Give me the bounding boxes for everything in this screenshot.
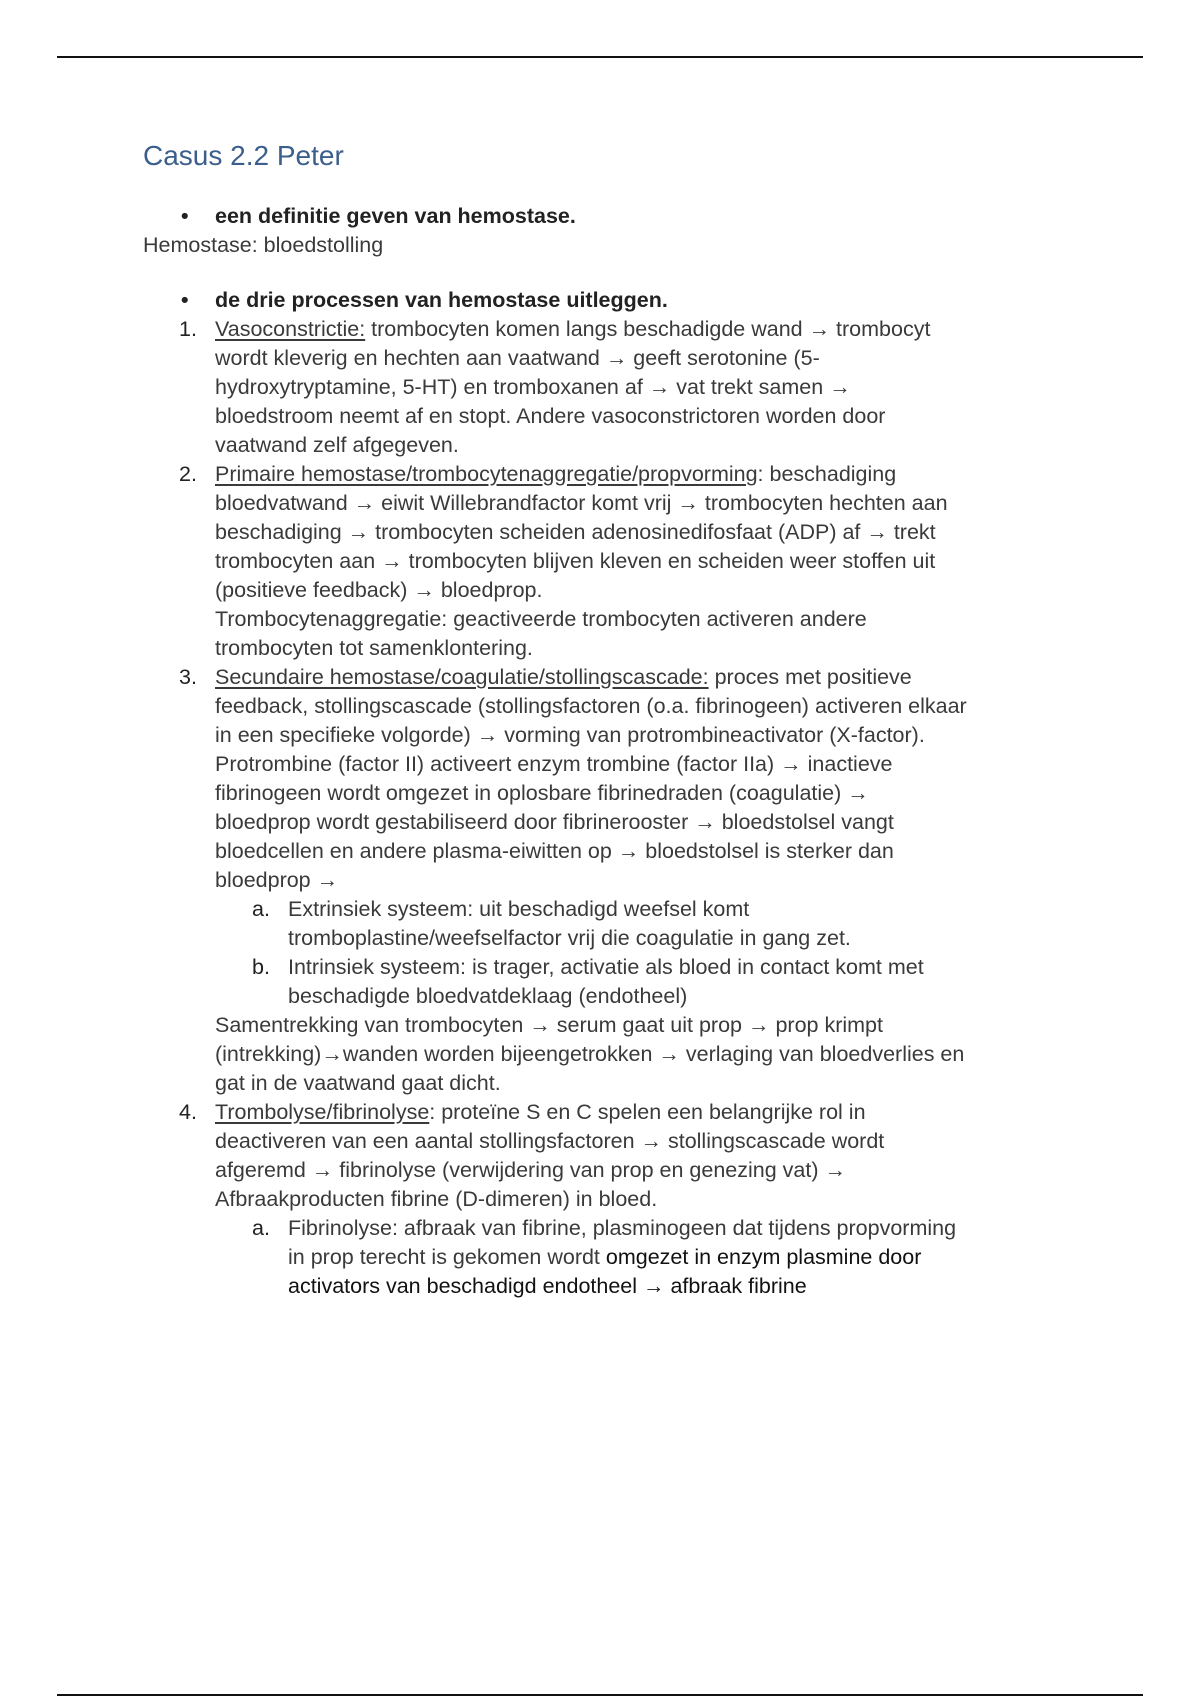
page-title: Casus 2.2 Peter xyxy=(143,140,344,171)
list-item-trombolyse: 4. Trombolyse/fibrinolyse: proteïne S en C spelen een belangrijke rol in deactiveren van een aantal stollingsfactoren → stollingscascade wordt afgeremd → fibrinolyse (verwijdering van prop en genezing vat) → Afbraakproducten fibrine (D-dimeren) in bloed. xyxy=(179,1100,885,1211)
list-number: 2. xyxy=(179,462,197,486)
sub-item-intrinsiek: b. Intrinsiek systeem: is trager, activatie als bloed in contact komt met beschadigde bloedvatdeklaag (endotheel) xyxy=(252,955,924,1008)
question-definition: • een definitie geven van hemostase. xyxy=(143,202,1063,231)
list-item-primaire-hemostase: 2. Primaire hemostase/trombocytenaggregatie/propvorming: beschadiging bloedvatwand → eiwit Willebrandfactor komt vrij → trombocyten hechten aan beschadiging → trombocyten scheiden adenosinedifosfaat (ADP) af → trekt trombocyten aan → trombocyten blijven kleven en scheiden weer stoffen uit (positieve feedback) → bloedprop. Trombocytenaggregatie: geactiveerde trombocyten activeren andere trombocyten tot samenklontering. xyxy=(179,462,948,660)
answer-definition: Hemostase: bloedstolling xyxy=(143,233,384,257)
list-letter: b. xyxy=(252,955,270,979)
footer-rule xyxy=(57,1694,1143,1696)
sub-item-fibrinolyse: a. Fibrinolyse: afbraak van fibrine, plasminogeen dat tijdens propvorming in prop terecht is gekomen wordt omgezet in enzym plasmine door activators van beschadigd endotheel → afbraak fibrine xyxy=(252,1216,957,1298)
question-processes: • de drie processen van hemostase uitleggen. xyxy=(143,286,1063,315)
term-heading: Trombolyse/fibrinolyse xyxy=(215,1100,430,1124)
list-letter: a. xyxy=(252,1216,270,1240)
sub-item-extrinsiek: a. Extrinsiek systeem: uit beschadigd weefsel komt tromboplastine/weefselfactor vrij die coagulatie in gang zet. xyxy=(252,897,851,950)
paragraph-samentrekking: Samentrekking van trombocyten → serum gaat uit prop → prop krimpt (intrekking)→wanden worden bijeengetrokken → verlaging van bloedverlies en gat in de vaatwand gaat dicht. xyxy=(215,1013,965,1095)
list-number: 1. xyxy=(179,317,197,341)
document-body xyxy=(143,140,1063,1301)
list-number: 4. xyxy=(179,1100,197,1124)
term-heading: Secundaire hemostase/coagulatie/stollingscascade: xyxy=(215,665,709,689)
list-letter: a. xyxy=(252,897,270,921)
list-item-vasoconstrictie: 1. Vasoconstrictie: trombocyten komen langs beschadigde wand → trombocyt wordt kleverig en hechten aan vaatwand → geeft serotonine (5- hydroxytryptamine, 5-HT) en tromboxanen af → vat trekt samen → bloedstroom neemt af en stopt. Andere vasoconstrictoren worden door vaatwand zelf afgegeven. xyxy=(179,317,931,457)
header-rule xyxy=(57,56,1143,58)
term-heading: Primaire hemostase/trombocytenaggregatie/propvorming xyxy=(215,462,758,486)
list-item-secundaire-hemostase: 3. Secundaire hemostase/coagulatie/stollingscascade: proces met positieve feedback, stollingscascade (stollingsfactoren (o.a. fibrinogeen) activeren elkaar in een specifieke volgorde) → vorming van protrombineactivator (X-factor). Protrombine (factor II) activeert enzym trombine (factor IIa) → inactieve fibrinogeen wordt omgezet in oplosbare fibrinedraden (coagulatie) → bloedprop wordt gestabiliseerd door fibrinerooster → bloedstolsel vangt bloedcellen en andere plasma-eiwitten op → bloedstolsel is sterker dan bloedprop → xyxy=(179,665,967,892)
term-heading: Vasoconstrictie: xyxy=(215,317,366,341)
list-number: 3. xyxy=(179,665,197,689)
